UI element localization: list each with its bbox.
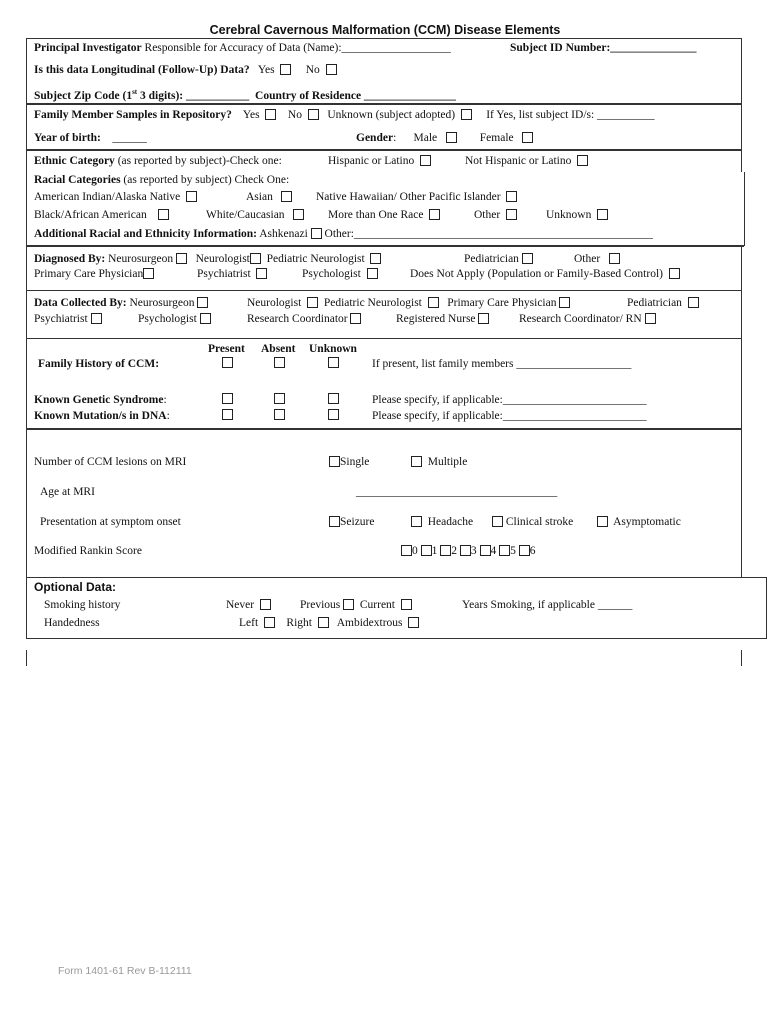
pi-label: Principal Investigator [34,42,142,54]
zip-field[interactable]: 3 digits): ___________ [137,89,250,102]
rankin-1-checkbox[interactable] [421,545,432,556]
dx-neurologist-label: Neurologist [195,253,250,265]
current-label: Current [359,599,396,611]
asian-option [246,191,292,204]
ashkenazi-checkbox[interactable] [311,228,322,239]
dx-other-option [574,253,620,266]
genetic-syndrome-label: Known Genetic Syndrome [34,394,164,406]
family-yes-checkbox[interactable] [265,109,276,120]
dc-coord-rn-label: Research Coordinator/ RN [519,313,642,325]
racial-label: Racial Categories [34,174,121,186]
zip-label-a: Subject Zip Code (1 [34,89,133,102]
dc-pediatrician-label: Pediatrician [627,297,682,309]
race-other-checkbox[interactable] [506,209,517,220]
more-race-option [328,209,440,222]
rankin-4-label: 4 [490,545,497,557]
dx-pediatrician-option [464,253,533,266]
dx-pediatrician-checkbox[interactable] [522,253,533,264]
subject-id-field[interactable]: Subject ID Number:_______________ [510,42,697,54]
dc-nurse-option [396,313,489,326]
dc-ped-neurologist-label: Pediatric Neurologist [323,297,422,309]
more-race-label: More than One Race [328,209,424,221]
asymptomatic-checkbox[interactable] [597,516,608,527]
race-unknown-label: Unknown [546,209,592,221]
rankin-5-checkbox[interactable] [499,545,510,556]
asian-checkbox[interactable] [281,191,292,202]
gender-group [356,132,533,145]
rankin-options [401,545,536,558]
longitudinal-no-checkbox[interactable] [326,64,337,75]
family-no-label: No [287,109,302,121]
genetic-syndrome-row [34,394,167,407]
rankin-2-label: 2 [451,545,457,557]
dx-psychologist-option [302,268,378,281]
racial-row [34,174,289,187]
hispanic-label: Hispanic or Latino [328,155,415,167]
current-checkbox[interactable] [401,599,412,610]
dx-other-label: Other [574,253,601,265]
left-checkbox[interactable] [264,617,275,628]
additional-label: Additional Racial and Ethnicity Information: [34,228,257,240]
hawaiian-checkbox[interactable] [506,191,517,202]
family-yes-label: Yes [242,109,260,121]
mutation-present-checkbox[interactable] [222,409,233,420]
dx-neurologist-checkbox[interactable] [250,253,261,264]
dc-neurosurgeon-label: Neurosurgeon [129,297,195,309]
age-mri-field[interactable]: ___________________________________ [356,486,558,498]
race-unknown-option [546,209,608,222]
dc-neurologist-option [247,297,570,310]
race-other-label: Other [474,209,501,221]
dx-neurosurgeon-checkbox[interactable] [176,253,187,264]
single-checkbox[interactable] [329,456,340,467]
black-label: Black/African American [34,209,147,221]
dc-pediatrician-checkbox[interactable] [688,297,699,308]
rankin-1-label: 1 [431,545,438,557]
dx-psychologist-checkbox[interactable] [367,268,378,279]
collected-row-1 [34,297,208,310]
single-label: Single [340,456,370,468]
not-hispanic-checkbox[interactable] [577,155,588,166]
smoking-label: Smoking history [44,599,121,611]
form-number-footer: Form 1401-61 Rev B-112111 [58,965,192,977]
multiple-label: Multiple [427,456,468,468]
single-option [329,456,369,469]
additional-other-field[interactable]: Other:____________________________________________________ [324,228,653,240]
male-checkbox[interactable] [446,132,457,143]
mutation-label: Known Mutation/s in DNA [34,410,167,422]
diagnosed-label: Diagnosed By: [34,253,106,265]
ambidextrous-label: Ambidextrous [336,617,403,629]
genetic-colon: : [163,394,167,406]
dc-research-coord-label: Research Coordinator [247,313,348,325]
section-2-top-border [26,103,742,105]
multiple-option [411,456,467,469]
handedness-options [239,617,419,630]
section-1-top-border [26,38,742,39]
asian-label: Asian [246,191,273,203]
seizure-checkbox[interactable] [329,516,340,527]
racial-desc: (as reported by subject) Check One: [123,174,290,186]
dc-psychologist-option [138,313,211,326]
dc-research-coord-checkbox[interactable] [350,313,361,324]
gender-label: Gender [356,132,394,144]
diagnosed-row-1 [34,253,381,266]
white-checkbox[interactable] [293,209,304,220]
mutation-absent-checkbox[interactable] [274,409,285,420]
longitudinal-label: Is this data Longitudinal (Follow-Up) Data? [34,64,250,76]
rankin-5-label: 5 [510,545,516,557]
family-history-unknown-checkbox[interactable] [328,357,339,368]
previous-checkbox[interactable] [343,599,354,610]
col-unknown-header: Unknown [309,343,357,355]
headache-checkbox[interactable] [411,516,422,527]
hispanic-option [328,155,431,168]
dc-psychologist-label: Psychologist [138,313,197,325]
col-present-header: Present [208,343,245,355]
dx-primary-care-label: Primary Care Physician [34,268,144,280]
family-samples-row [34,109,655,122]
section-7-top-border [26,428,742,430]
ambidextrous-checkbox[interactable] [408,617,419,628]
section-6-top-border [26,338,742,339]
section-4-top-border [26,245,744,247]
yob-field[interactable]: ______ [112,132,147,144]
genetic-unknown-checkbox[interactable] [328,393,339,404]
section-8-bottom-border [26,638,767,639]
section-8-top-border [26,577,767,578]
genetic-absent-checkbox[interactable] [274,393,285,404]
family-unknown-label: Unknown (subject adopted) [327,109,456,121]
stroke-option [492,516,573,529]
american-indian-checkbox[interactable] [186,191,197,202]
family-history-absent-checkbox[interactable] [274,357,285,368]
genetic-specify-field[interactable]: Please specify, if applicable:_________________________ [372,394,647,406]
yob-row [34,132,147,145]
never-label: Never [226,599,255,611]
longitudinal-yes-checkbox[interactable] [280,64,291,75]
longitudinal-row [34,64,337,77]
handedness-label: Handedness [44,617,100,629]
white-label: White/Caucasian [206,209,285,221]
family-id-field[interactable]: If Yes, list subject ID/s: __________ [486,109,655,121]
zip-sup: st [132,88,138,96]
female-label: Female [479,132,514,144]
dx-does-not-apply-option [410,268,680,281]
genetic-present-checkbox[interactable] [222,393,233,404]
mutation-colon: : [166,410,170,422]
race-unknown-checkbox[interactable] [597,209,608,220]
previous-option [300,599,412,612]
dx-other-checkbox[interactable] [609,253,620,264]
dc-research-coord-option [247,313,361,326]
stroke-checkbox[interactable] [492,516,503,527]
presentation-label: Presentation at symptom onset [40,516,181,528]
headache-label: Headache [427,516,474,528]
additional-row [34,228,653,241]
ethnic-desc: (as reported by subject)-Check one: [117,155,282,167]
seizure-label: Seizure [340,516,375,528]
hawaiian-option [316,191,517,204]
previous-label: Previous [300,599,341,611]
mutation-specify-field[interactable]: Please specify, if applicable:_________________________ [372,410,647,422]
section-5-top-border [26,290,742,291]
never-option [226,599,271,612]
dx-does-not-apply-checkbox[interactable] [669,268,680,279]
female-checkbox[interactable] [522,132,533,143]
pi-row [34,42,451,55]
dc-primary-care-checkbox[interactable] [559,297,570,308]
black-checkbox[interactable] [158,209,169,220]
ethnic-label: Ethnic Category [34,155,115,167]
family-history-present-checkbox[interactable] [222,357,233,368]
mutation-row [34,410,170,423]
family-no-checkbox[interactable] [308,109,319,120]
race-other-option [474,209,517,222]
optional-data-heading: Optional Data: [34,580,117,594]
dc-neurologist-checkbox[interactable] [307,297,318,308]
years-smoking-field[interactable]: Years Smoking, if applicable ______ [462,599,633,611]
hawaiian-label: Native Hawaiian/ Other Pacific Islander [316,191,501,203]
ethnic-row [34,155,282,168]
longitudinal-yes-label: Yes [257,64,275,76]
rankin-6-checkbox[interactable] [519,545,530,556]
diagnosed-row-2 [34,268,154,281]
dc-ped-neurologist-checkbox[interactable] [428,297,439,308]
rankin-0-checkbox[interactable] [401,545,412,556]
pi-name-field[interactable]: Responsible for Accuracy of Data (Name):___________________ [144,42,451,54]
family-history-label: Family History of CCM: [38,358,160,370]
dx-psychologist-label: Psychologist [302,268,361,280]
collected-row-2 [34,313,102,326]
headache-option [411,516,473,529]
dc-nurse-checkbox[interactable] [478,313,489,324]
never-checkbox[interactable] [260,599,271,610]
stroke-label: Clinical stroke [505,516,574,528]
more-race-checkbox[interactable] [429,209,440,220]
col-absent-header: Absent [261,343,296,355]
dx-psychiatrist-option [197,268,267,281]
dx-does-not-apply-label: Does Not Apply (Population or Family-Based Control) [410,268,663,280]
family-unknown-checkbox[interactable] [461,109,472,120]
male-label: Male [413,132,438,144]
country-field[interactable]: Country of Residence ________________ [255,89,456,102]
longitudinal-no-label: No [305,64,320,76]
yob-label: Year of birth: [34,132,101,144]
collected-label: Data Collected By: [34,297,127,309]
seizure-option [329,516,374,529]
dc-pediatrician-option [627,297,699,310]
dx-pediatrician-label: Pediatrician [464,253,519,265]
age-mri-label: Age at MRI [40,486,95,498]
rankin-4-checkbox[interactable] [480,545,491,556]
dc-neurosurgeon-checkbox[interactable] [197,297,208,308]
form-title: Cerebral Cavernous Malformation (CCM) Disease Elements [209,23,561,37]
rankin-label: Modified Rankin Score [34,545,142,557]
dc-neurologist-label: Neurologist [247,297,302,309]
dx-ped-neurologist-checkbox[interactable] [370,253,381,264]
right-label: Right [286,617,312,629]
dx-psychiatrist-checkbox[interactable] [256,268,267,279]
zip-row [34,86,456,103]
dx-psychiatrist-label: Psychiatrist [197,268,251,280]
asymptomatic-label: Asymptomatic [613,516,681,528]
white-option [206,209,304,222]
dx-neurosurgeon-label: Neurosurgeon [108,253,174,265]
dc-nurse-label: Registered Nurse [396,313,476,325]
dc-psychologist-checkbox[interactable] [200,313,211,324]
not-hispanic-label: Not Hispanic or Latino [465,155,572,167]
rankin-3-label: 3 [470,545,477,557]
family-members-field[interactable]: If present, list family members ____________________ [372,358,632,370]
rankin-6-label: 6 [529,545,536,557]
dc-coord-rn-option [519,313,656,326]
multiple-checkbox[interactable] [411,456,422,467]
gender-colon: : [393,132,397,144]
race-row-1 [34,191,197,204]
left-label: Left [239,617,259,629]
race-row-2 [34,209,169,222]
right-checkbox[interactable] [318,617,329,628]
rankin-0-label: 0 [412,545,418,557]
not-hispanic-option [465,155,588,168]
family-samples-label: Family Member Samples in Repository? [34,109,232,121]
hispanic-checkbox[interactable] [420,155,431,166]
dc-psychiatrist-checkbox[interactable] [91,313,102,324]
asymptomatic-option [597,516,681,529]
rankin-3-checkbox[interactable] [460,545,471,556]
dc-psychiatrist-label: Psychiatrist [34,313,88,325]
section-3-top-border [26,149,742,151]
rankin-2-checkbox[interactable] [440,545,451,556]
lesions-label: Number of CCM lesions on MRI [34,456,187,468]
dc-primary-care-label: Primary Care Physician [447,297,557,309]
dx-primary-care-checkbox[interactable] [143,268,154,279]
american-indian-label: American Indian/Alaska Native [34,191,181,203]
dc-coord-rn-checkbox[interactable] [645,313,656,324]
dx-ped-neurologist-label: Pediatric Neurologist [266,253,365,265]
ashkenazi-label: Ashkenazi [259,228,308,240]
mutation-unknown-checkbox[interactable] [328,409,339,420]
